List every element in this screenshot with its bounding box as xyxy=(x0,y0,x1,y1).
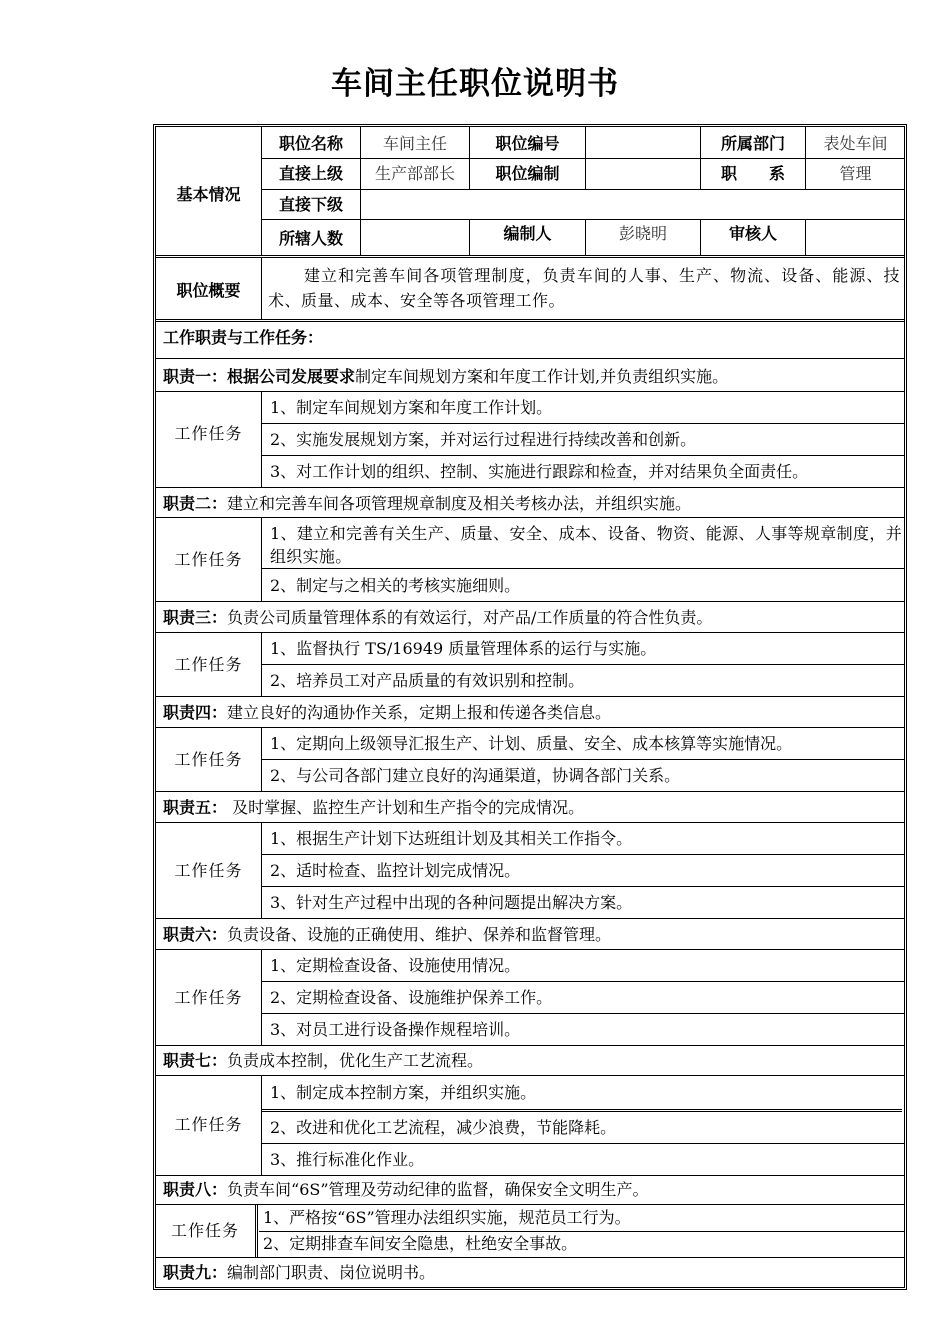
row-divider xyxy=(156,822,905,823)
task-item: 2、适时检查、监控计划完成情况。 xyxy=(270,861,521,880)
summary-text: 建立和完善车间各项管理制度，负责车间的人事、生产、物流、设备、能源、技术、质量、成本、安全等各项管理工作。 xyxy=(268,266,900,310)
task-item: 1、制定车间规划方案和年度工作计划。 xyxy=(270,398,553,417)
row-divider xyxy=(156,727,905,728)
row-divider xyxy=(156,1045,905,1046)
row-divider xyxy=(156,487,905,488)
subordinate-label: 直接下级 xyxy=(278,195,343,214)
row-divider xyxy=(262,886,905,887)
row-divider xyxy=(156,791,905,792)
row-divider xyxy=(156,391,905,392)
duty-1: 职责一：根据公司发展要求制定车间规划方案和年度工作计划,并负责组织实施。 xyxy=(163,367,729,386)
row-divider xyxy=(262,854,905,855)
row-divider xyxy=(262,1143,905,1144)
row-divider xyxy=(156,632,905,633)
task-item: 2、制定与之相关的考核实施细则。 xyxy=(270,576,521,595)
row-divider xyxy=(262,1109,902,1112)
task-label: 工作任务 xyxy=(174,655,243,674)
row-divider xyxy=(262,759,905,760)
row-divider xyxy=(262,423,905,424)
duty-5: 职责五： 及时掌握、监控生产计划和生产指令的完成情况。 xyxy=(163,798,585,817)
row-divider xyxy=(262,568,905,569)
task-item: 3、推行标准化作业。 xyxy=(270,1150,425,1169)
duties-heading: 工作职责与工作任务： xyxy=(163,328,324,347)
staff-count-label: 所辖人数 xyxy=(278,229,343,248)
task-item: 3、针对生产过程中出现的各种问题提出解决方案。 xyxy=(270,893,633,912)
col-divider xyxy=(805,219,806,256)
task-label: 工作任务 xyxy=(174,750,243,769)
task-label: 工作任务 xyxy=(174,550,243,569)
col-divider xyxy=(261,517,262,601)
task-item: 2、定期检查设备、设施维护保养工作。 xyxy=(270,988,553,1007)
row-divider xyxy=(259,1231,905,1232)
page-title: 车间主任职位说明书 xyxy=(331,66,619,102)
row-divider xyxy=(262,455,905,456)
row-divider xyxy=(156,949,905,950)
row-divider xyxy=(262,1013,905,1014)
task-item: 1、制定成本控制方案，并组织实施。 xyxy=(270,1083,537,1102)
task-label: 工作任务 xyxy=(174,1115,243,1134)
superior-label: 直接上级 xyxy=(278,164,343,183)
duty-8: 职责八：负责车间“6S”管理及劳动纪律的监督，确保安全文明生产。 xyxy=(163,1180,649,1199)
basic-info-label: 基本情况 xyxy=(176,185,241,204)
col-divider xyxy=(261,822,262,918)
col-divider xyxy=(261,1075,262,1175)
dept-label: 所属部门 xyxy=(720,134,785,153)
row-divider xyxy=(156,918,905,919)
duty-3: 职责三：负责公司质量管理体系的有效运行，对产品/工作质量的符合性负责。 xyxy=(163,608,713,627)
row-divider xyxy=(156,601,905,602)
summary-label: 职位概要 xyxy=(176,281,241,300)
position-name-label: 职位名称 xyxy=(278,134,343,153)
row-divider xyxy=(262,981,905,982)
task-item: 1、定期向上级领导汇报生产、计划、质量、安全、成本核算等实施情况。 xyxy=(270,734,793,753)
row-divider xyxy=(156,358,905,359)
row-divider xyxy=(156,1257,905,1258)
task-item: 2、改进和优化工艺流程，减少浪费，节能降耗。 xyxy=(270,1118,617,1137)
row-divider xyxy=(262,219,905,220)
dept-value: 表处车间 xyxy=(823,134,888,153)
task-item: 3、对员工进行设备操作规程培训。 xyxy=(270,1020,521,1039)
task-item: 2、实施发展规划方案，并对运行过程进行持续改善和创新。 xyxy=(270,430,697,449)
duty-6: 职责六：负责设备、设施的正确使用、维护、保养和监督管理。 xyxy=(163,925,612,944)
duty-9: 职责九：编制部门职责、岗位说明书。 xyxy=(163,1263,436,1282)
duty-2: 职责二：建立和完善车间各项管理规章制度及相关考核办法，并组织实施。 xyxy=(163,494,692,513)
col-divider xyxy=(261,391,262,487)
position-name-value: 车间主任 xyxy=(382,134,447,153)
task-item: 2、定期排查车间安全隐患，杜绝安全事故。 xyxy=(263,1234,578,1253)
series-label: 职 系 xyxy=(720,164,785,183)
row-divider xyxy=(156,1075,905,1076)
position-no-label: 职位编号 xyxy=(495,134,560,153)
series-value: 管理 xyxy=(839,164,872,183)
row-divider xyxy=(156,696,905,697)
task-label: 工作任务 xyxy=(174,424,243,443)
task-item: 3、对工作计划的组织、控制、实施进行跟踪和检查，并对结果负全面责任。 xyxy=(270,462,809,481)
task-item: 1、监督执行 TS/16949 质量管理体系的运行与实施。 xyxy=(270,639,657,658)
section-divider xyxy=(156,319,905,322)
author-label: 编制人 xyxy=(503,224,552,243)
task-label: 工作任务 xyxy=(174,988,243,1007)
row-divider xyxy=(156,517,905,518)
task-item: 1、严格按“6S”管理办法组织实施，规范员工行为。 xyxy=(263,1208,631,1227)
author-value: 彭晓明 xyxy=(618,224,667,243)
row-divider xyxy=(262,158,905,159)
task-item: 1、根据生产计划下达班组计划及其相关工作指令。 xyxy=(270,829,633,848)
task-item: 2、与公司各部门建立良好的沟通渠道，协调各部门关系。 xyxy=(270,766,681,785)
superior-value: 生产部部长 xyxy=(374,164,455,183)
section-divider xyxy=(156,255,905,258)
col-divider xyxy=(255,1204,258,1257)
task-label: 工作任务 xyxy=(170,1221,239,1240)
establishment-label: 职位编制 xyxy=(495,164,560,183)
row-divider xyxy=(262,664,905,665)
task-item: 2、培养员工对产品质量的有效识别和控制。 xyxy=(270,671,585,690)
row-divider xyxy=(156,1175,905,1176)
duty-4: 职责四：建立良好的沟通协作关系，定期上报和传递各类信息。 xyxy=(163,703,612,722)
col-divider xyxy=(261,258,262,320)
task-label: 工作任务 xyxy=(174,861,243,880)
col-divider xyxy=(261,949,262,1045)
task-item: 1、定期检查设备、设施使用情况。 xyxy=(270,956,521,975)
task-item: 1、建立和完善有关生产、质量、安全、成本、设备、物资、能源、人事等规章制度，并组织实施。 xyxy=(270,524,902,566)
duty-7: 职责七：负责成本控制，优化生产工艺流程。 xyxy=(163,1051,484,1070)
col-divider xyxy=(585,127,586,189)
row-divider xyxy=(262,189,905,190)
row-divider xyxy=(156,1204,905,1205)
reviewer-label: 审核人 xyxy=(728,224,777,243)
